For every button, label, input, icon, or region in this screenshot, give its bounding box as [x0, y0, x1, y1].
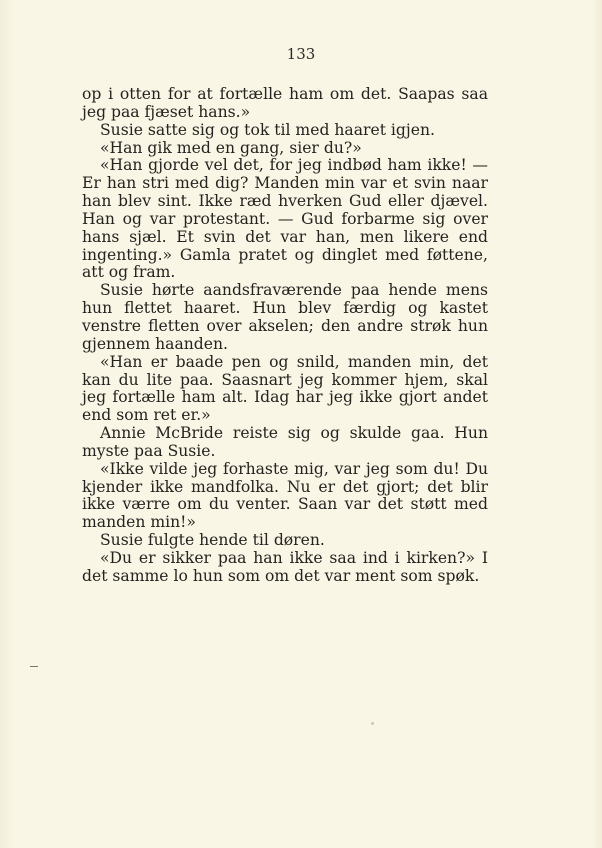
paper-speck [371, 722, 374, 725]
page-edge-left [0, 0, 14, 848]
paragraph: «Han gik med en gang, sier du?» [100, 138, 362, 157]
margin-mark [30, 666, 38, 667]
body-text [82, 86, 488, 586]
paragraph: «Du er sikker paa han ikke saa ind i kirken?» I det samme lo hun som om det var ment som spøk. [82, 548, 488, 585]
paragraph: «Ikke vilde jeg forhaste mig, var jeg som du! Du kjender ikke mandfolka. Nu er det gjort; det blir ikke værre om du venter. Saan var det støtt med manden min!» [82, 459, 488, 532]
paragraph: Susie fulgte hende til døren. [100, 531, 325, 550]
page-edge-right [592, 0, 602, 848]
paragraph: Susie hørte aandsfraværende paa hende mens hun flettet haaret. Hun blev færdig og kastet venstre fletten over akselen; den andre strøk hun gjennem haanden. [82, 281, 488, 353]
paragraph: «Han er baade pen og snild, manden min, det kan du lite paa. Saasnart jeg kommer hjem, skal jeg fortælle ham alt. Idag har jeg ikke gjort andet end som ret er.» [82, 352, 488, 425]
page-number: 133 [286, 45, 316, 63]
paragraph: «Han gjorde vel det, for jeg indbød ham ikke! — Er han stri med dig? Manden min var et svin naar han blev sint. Ikke ræd hverken Gud eller djævel. Han og var protestant. — Gud forbarme sig over hans sjæl. Et svin det var han, men likere end ingenting.» Gamla pratet og dinglet med føttene, att og fram. [82, 156, 488, 282]
paragraph: Susie satte sig og tok til med haaret igjen. [100, 120, 435, 139]
paragraph: Annie McBride reiste sig og skulde gaa. Hun myste paa Susie. [82, 424, 488, 460]
paragraph: op i otten for at fortælle ham om det. Saapas saa jeg paa fjæset hans.» [82, 85, 488, 121]
